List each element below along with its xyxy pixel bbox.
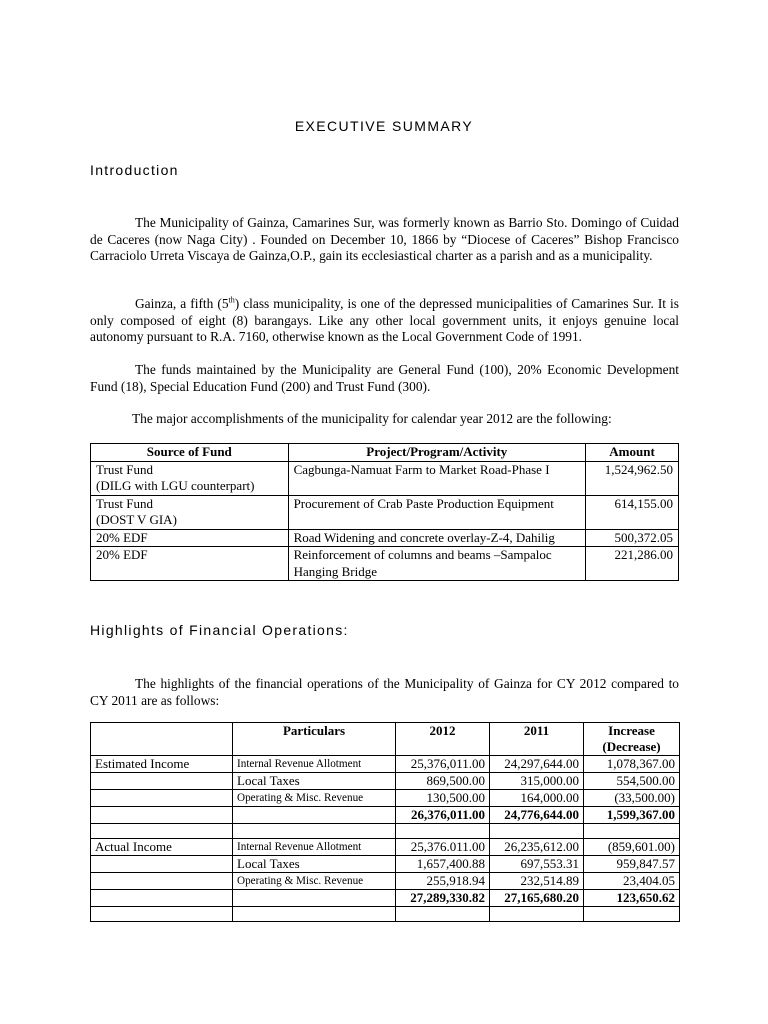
intro-paragraph-1-text: The Municipality of Gainza, Camarines Sur, was formerly known as Barrio Sto. Domingo of Cuidad de Caceres (now Naga City) . Founded on December 10, 1866 by “Diocese of Caceres” Bishop Francisco Carraciolo Urreta Viscaya de Gainza,O.P., gain its ecclesiastical charter as a parish and as a municipality. bbox=[90, 215, 679, 264]
intro-paragraph-2-text-a: Gainza, a fifth (5 bbox=[135, 296, 229, 311]
table-header-row bbox=[91, 723, 680, 756]
row-group-label: Estimated Income bbox=[91, 756, 233, 773]
table-row bbox=[91, 547, 679, 581]
particular-cell: Internal Revenue Allotment bbox=[233, 839, 396, 856]
total-row bbox=[91, 890, 680, 907]
value-2012: 255,918.94 bbox=[396, 873, 490, 890]
table-row bbox=[91, 529, 679, 547]
table-row bbox=[91, 839, 680, 856]
intro-paragraph-2 bbox=[90, 296, 679, 346]
value-change: (859,601.00) bbox=[584, 839, 680, 856]
total-change: 123,650.62 bbox=[584, 890, 680, 907]
table-row bbox=[91, 790, 680, 807]
intro-paragraph-2-text-b: ) class municipality, is one of the depressed municipalities of Camarines Sur. It is only composed of eight (8) barangays. Like any other local government units, it enjoys genuine local autonomy pursuant to R.A. 7160, otherwise known as the Local Government Code of 1991. bbox=[90, 296, 679, 345]
project-cell: Road Widening and concrete overlay-Z-4, Dahilig bbox=[288, 529, 585, 547]
table-row bbox=[91, 495, 679, 529]
intro-paragraph-4: The major accomplishments of the municipality for calendar year 2012 are the following: bbox=[132, 411, 612, 426]
amount-cell: 1,524,962.50 bbox=[586, 461, 679, 495]
value-change: 23,404.05 bbox=[584, 873, 680, 890]
value-2011: 24,297,644.00 bbox=[490, 756, 584, 773]
table-row bbox=[91, 873, 680, 890]
value-2011: 315,000.00 bbox=[490, 773, 584, 790]
particular-cell: Local Taxes bbox=[233, 856, 396, 873]
column-header: Particulars bbox=[233, 723, 396, 756]
value-2011: 697,553.31 bbox=[490, 856, 584, 873]
project-line: Reinforcement of columns and beams –Sampaloc bbox=[293, 547, 552, 562]
ordinal-superscript: th bbox=[228, 295, 235, 305]
total-2012: 26,376,011.00 bbox=[396, 807, 490, 824]
value-change: (33,500.00) bbox=[584, 790, 680, 807]
value-2012: 130,500.00 bbox=[396, 790, 490, 807]
total-change: 1,599,367.00 bbox=[584, 807, 680, 824]
total-2011: 24,776,644.00 bbox=[490, 807, 584, 824]
particular-cell: Operating & Misc. Revenue bbox=[233, 873, 396, 890]
value-change: 1,078,367.00 bbox=[584, 756, 680, 773]
section-heading-introduction: Introduction bbox=[90, 162, 179, 178]
project-line: Hanging Bridge bbox=[293, 563, 377, 579]
table-row bbox=[91, 756, 680, 773]
column-header: Amount bbox=[586, 444, 679, 462]
project-cell bbox=[288, 547, 585, 581]
spacer-row bbox=[91, 907, 680, 922]
financial-table bbox=[90, 722, 680, 922]
financial-intro-text: The highlights of the financial operations of the Municipality of Gainza for CY 2012 compared to CY 2011 are as follows: bbox=[90, 676, 679, 708]
intro-paragraph-3-text: The funds maintained by the Municipality are General Fund (100), 20% Economic Development Fund (18), Special Education Fund (200) and Trust Fund (300). bbox=[90, 362, 679, 394]
header-line: (Decrease) bbox=[602, 739, 661, 754]
value-change: 554,500.00 bbox=[584, 773, 680, 790]
accomplishments-table bbox=[90, 443, 679, 581]
value-2011: 164,000.00 bbox=[490, 790, 584, 807]
column-header-blank bbox=[91, 723, 233, 756]
source-line: Trust Fund bbox=[96, 495, 153, 511]
value-change: 959,847.57 bbox=[584, 856, 680, 873]
source-line: (DILG with LGU counterpart) bbox=[96, 478, 255, 493]
column-header: 2012 bbox=[396, 723, 490, 756]
total-2012: 27,289,330.82 bbox=[396, 890, 490, 907]
table-row bbox=[91, 773, 680, 790]
spacer-row bbox=[91, 824, 680, 839]
source-line: Trust Fund bbox=[96, 461, 153, 477]
source-cell: 20% EDF bbox=[91, 529, 289, 547]
column-header bbox=[584, 723, 680, 756]
source-line: (DOST V GIA) bbox=[96, 512, 177, 527]
table-header-row bbox=[91, 444, 679, 462]
total-2011: 27,165,680.20 bbox=[490, 890, 584, 907]
row-group-label: Actual Income bbox=[91, 839, 233, 856]
source-cell bbox=[91, 461, 289, 495]
intro-paragraph-1 bbox=[90, 215, 679, 265]
section-heading-financial: Highlights of Financial Operations: bbox=[90, 622, 349, 638]
particular-cell: Internal Revenue Allotment bbox=[233, 756, 396, 773]
column-header: Source of Fund bbox=[91, 444, 289, 462]
amount-cell: 500,372.05 bbox=[586, 529, 679, 547]
particular-cell: Operating & Misc. Revenue bbox=[233, 790, 396, 807]
source-cell bbox=[91, 495, 289, 529]
page-title: EXECUTIVE SUMMARY bbox=[294, 118, 474, 134]
source-cell: 20% EDF bbox=[91, 547, 289, 581]
financial-intro-paragraph bbox=[90, 676, 679, 709]
value-2012: 869,500.00 bbox=[396, 773, 490, 790]
intro-paragraph-3 bbox=[90, 362, 679, 395]
value-2012: 25,376,011.00 bbox=[396, 756, 490, 773]
table-row bbox=[91, 856, 680, 873]
value-2012: 25,376.011.00 bbox=[396, 839, 490, 856]
project-cell: Procurement of Crab Paste Production Equipment bbox=[288, 495, 585, 529]
project-cell: Cagbunga-Namuat Farm to Market Road-Phase I bbox=[288, 461, 585, 495]
amount-cell: 221,286.00 bbox=[586, 547, 679, 581]
column-header: 2011 bbox=[490, 723, 584, 756]
table-row bbox=[91, 461, 679, 495]
column-header: Project/Program/Activity bbox=[288, 444, 585, 462]
header-line: Increase bbox=[608, 723, 655, 738]
value-2011: 26,235,612.00 bbox=[490, 839, 584, 856]
value-2012: 1,657,400.88 bbox=[396, 856, 490, 873]
particular-cell: Local Taxes bbox=[233, 773, 396, 790]
total-row bbox=[91, 807, 680, 824]
amount-cell: 614,155.00 bbox=[586, 495, 679, 529]
value-2011: 232,514.89 bbox=[490, 873, 584, 890]
